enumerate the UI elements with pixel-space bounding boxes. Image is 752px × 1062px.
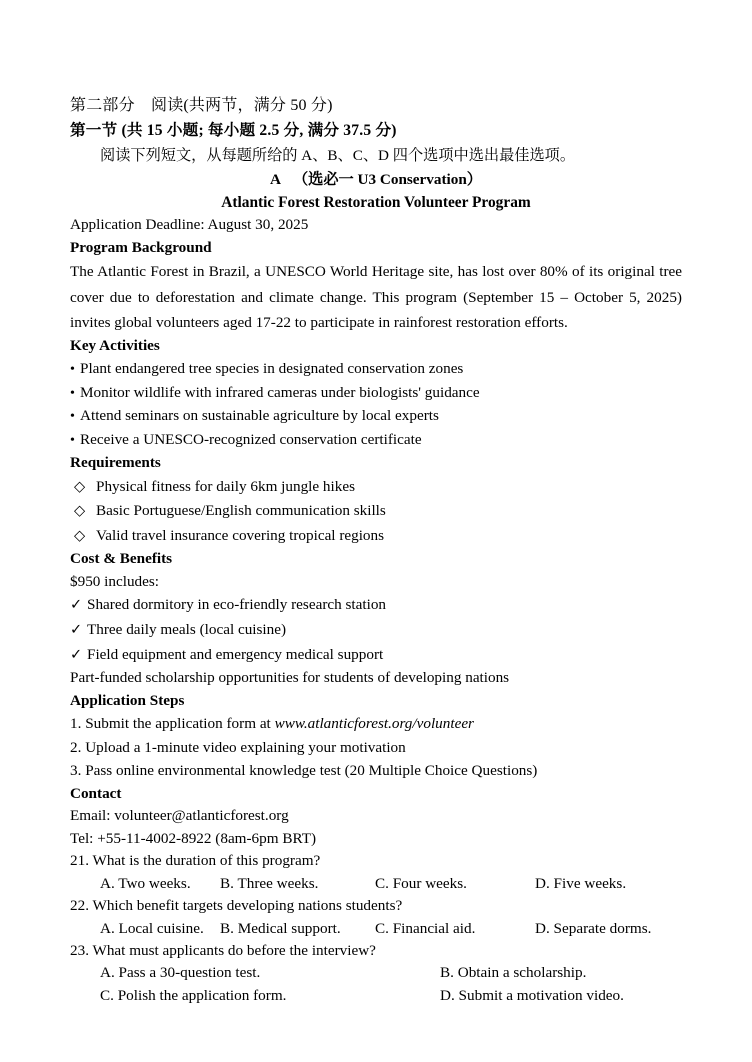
question-options bbox=[70, 962, 682, 1007]
checkmark-icon: ✓ bbox=[70, 646, 83, 663]
question-stem: 21. What is the duration of this program? bbox=[70, 852, 321, 870]
list-item bbox=[74, 499, 682, 523]
passage-title: Atlantic Forest Restoration Volunteer Program bbox=[221, 194, 531, 211]
question-21 bbox=[70, 850, 682, 895]
option-d[interactable]: D. Five weeks. bbox=[535, 874, 627, 892]
option-d[interactable]: D. Submit a motivation video. bbox=[440, 986, 624, 1004]
question-option-row bbox=[70, 962, 682, 984]
question-stem: 23. What must applicants do before the interview? bbox=[70, 941, 376, 959]
list-item bbox=[70, 382, 682, 406]
passage-label bbox=[70, 168, 682, 191]
list-item bbox=[70, 593, 682, 618]
question-option-row bbox=[70, 985, 682, 1007]
question-options bbox=[70, 918, 682, 940]
list-item bbox=[74, 524, 682, 548]
list-item bbox=[70, 618, 682, 643]
list-item-label: Physical fitness for daily 6km jungle hikes bbox=[96, 477, 355, 495]
contact-tel: Tel: +55-11-4002-8922 (8am-6pm BRT) bbox=[70, 829, 317, 847]
list-item bbox=[70, 429, 682, 453]
application-steps-heading: Application Steps bbox=[70, 691, 185, 709]
list-item-label: Three daily meals (local cuisine) bbox=[87, 620, 287, 638]
cost-price-line: $950 includes: bbox=[70, 572, 160, 590]
list-item-label: Basic Portuguese/English communication skills bbox=[96, 502, 386, 520]
program-background-text: The Atlantic Forest in Brazil, a UNESCO World Heritage site, has lost over 80% of its original tree cover due to deforestation and climate change. This program (September 15 – October 5, 2025) invites global volunteers aged 17-22 to participate in rainforest restoration efforts. bbox=[70, 263, 682, 331]
list-item-label: Attend seminars on sustainable agriculture by local experts bbox=[80, 407, 439, 425]
passage-label-letter: A bbox=[270, 171, 281, 188]
question-stem: 22. Which benefit targets developing nations students? bbox=[70, 897, 403, 915]
checkmark-icon: ✓ bbox=[70, 597, 83, 614]
contact-email: Email: volunteer@atlanticforest.org bbox=[70, 807, 289, 825]
document-body bbox=[70, 93, 682, 1007]
diamond-icon: ◇ bbox=[74, 503, 86, 520]
option-b[interactable]: B. Obtain a scholarship. bbox=[440, 964, 587, 982]
bullet-dot-icon: • bbox=[70, 432, 75, 448]
requirements-heading: Requirements bbox=[70, 454, 161, 472]
passage-label-source: （选必一 U3 Conservation） bbox=[292, 171, 482, 188]
application-link[interactable]: www.atlanticforest.org/volunteer bbox=[274, 715, 474, 733]
question-23 bbox=[70, 940, 682, 1007]
application-step: 2. Upload a 1-minute video explaining your motivation bbox=[70, 738, 406, 756]
application-step: 3. Pass online environmental knowledge test (20 Multiple Choice Questions) bbox=[70, 762, 538, 780]
benefits-list bbox=[70, 593, 682, 667]
option-b[interactable]: B. Medical support. bbox=[220, 919, 341, 937]
list-item-label: Valid travel insurance covering tropical regions bbox=[96, 526, 385, 544]
option-d[interactable]: D. Separate dorms. bbox=[535, 919, 652, 937]
option-a[interactable]: A. Local cuisine. bbox=[100, 919, 204, 937]
option-a[interactable]: A. Two weeks. bbox=[100, 874, 191, 892]
list-item bbox=[70, 643, 682, 668]
diamond-icon: ◇ bbox=[74, 478, 86, 495]
key-activities-heading: Key Activities bbox=[70, 337, 160, 355]
exam-instruction: 阅读下列短文，从每题所给的 A、B、C、D 四个选项中选出最佳选项。 bbox=[100, 147, 576, 164]
application-step-text: 1. Submit the application form at bbox=[70, 715, 275, 733]
option-c[interactable]: C. Polish the application form. bbox=[100, 986, 287, 1004]
option-b[interactable]: B. Three weeks. bbox=[220, 874, 319, 892]
bullet-dot-icon: • bbox=[70, 362, 75, 377]
requirements-list bbox=[70, 475, 682, 548]
option-c[interactable]: C. Financial aid. bbox=[375, 919, 476, 937]
list-item-label: Field equipment and emergency medical support bbox=[87, 645, 384, 663]
question-22 bbox=[70, 895, 682, 940]
application-deadline: Application Deadline: August 30, 2025 bbox=[70, 216, 309, 233]
bullet-dot-icon: • bbox=[70, 385, 75, 401]
exam-part-heading: 第二部分 阅读(共两节，满分 50 分) bbox=[70, 97, 333, 114]
application-step bbox=[70, 712, 682, 735]
list-item-label: Receive a UNESCO-recognized conservation certificate bbox=[80, 430, 422, 448]
contact-heading: Contact bbox=[70, 784, 122, 802]
cost-benefits-heading: Cost & Benefits bbox=[70, 550, 173, 568]
option-c[interactable]: C. Four weeks. bbox=[375, 874, 467, 892]
list-item-label: Shared dormitory in eco-friendly research station bbox=[87, 596, 387, 614]
exam-section-heading: 第一节 (共 15 小题; 每小题 2.5 分, 满分 37.5 分) bbox=[70, 122, 397, 139]
list-item-label: Plant endangered tree species in designated conservation zones bbox=[80, 360, 464, 377]
list-item-label: Monitor wildlife with infrared cameras under biologists' guidance bbox=[80, 383, 480, 401]
diamond-icon: ◇ bbox=[74, 527, 86, 544]
list-item bbox=[70, 405, 682, 429]
program-background-heading: Program Background bbox=[70, 238, 212, 256]
list-item bbox=[70, 358, 682, 382]
list-item bbox=[74, 475, 682, 499]
checkmark-icon: ✓ bbox=[70, 621, 83, 638]
bullet-dot-icon: • bbox=[70, 409, 75, 425]
scholarship-note: Part-funded scholarship opportunities for students of developing nations bbox=[70, 669, 510, 687]
key-activities-list bbox=[70, 358, 682, 452]
option-a[interactable]: A. Pass a 30-question test. bbox=[100, 964, 261, 982]
question-options bbox=[70, 873, 682, 895]
